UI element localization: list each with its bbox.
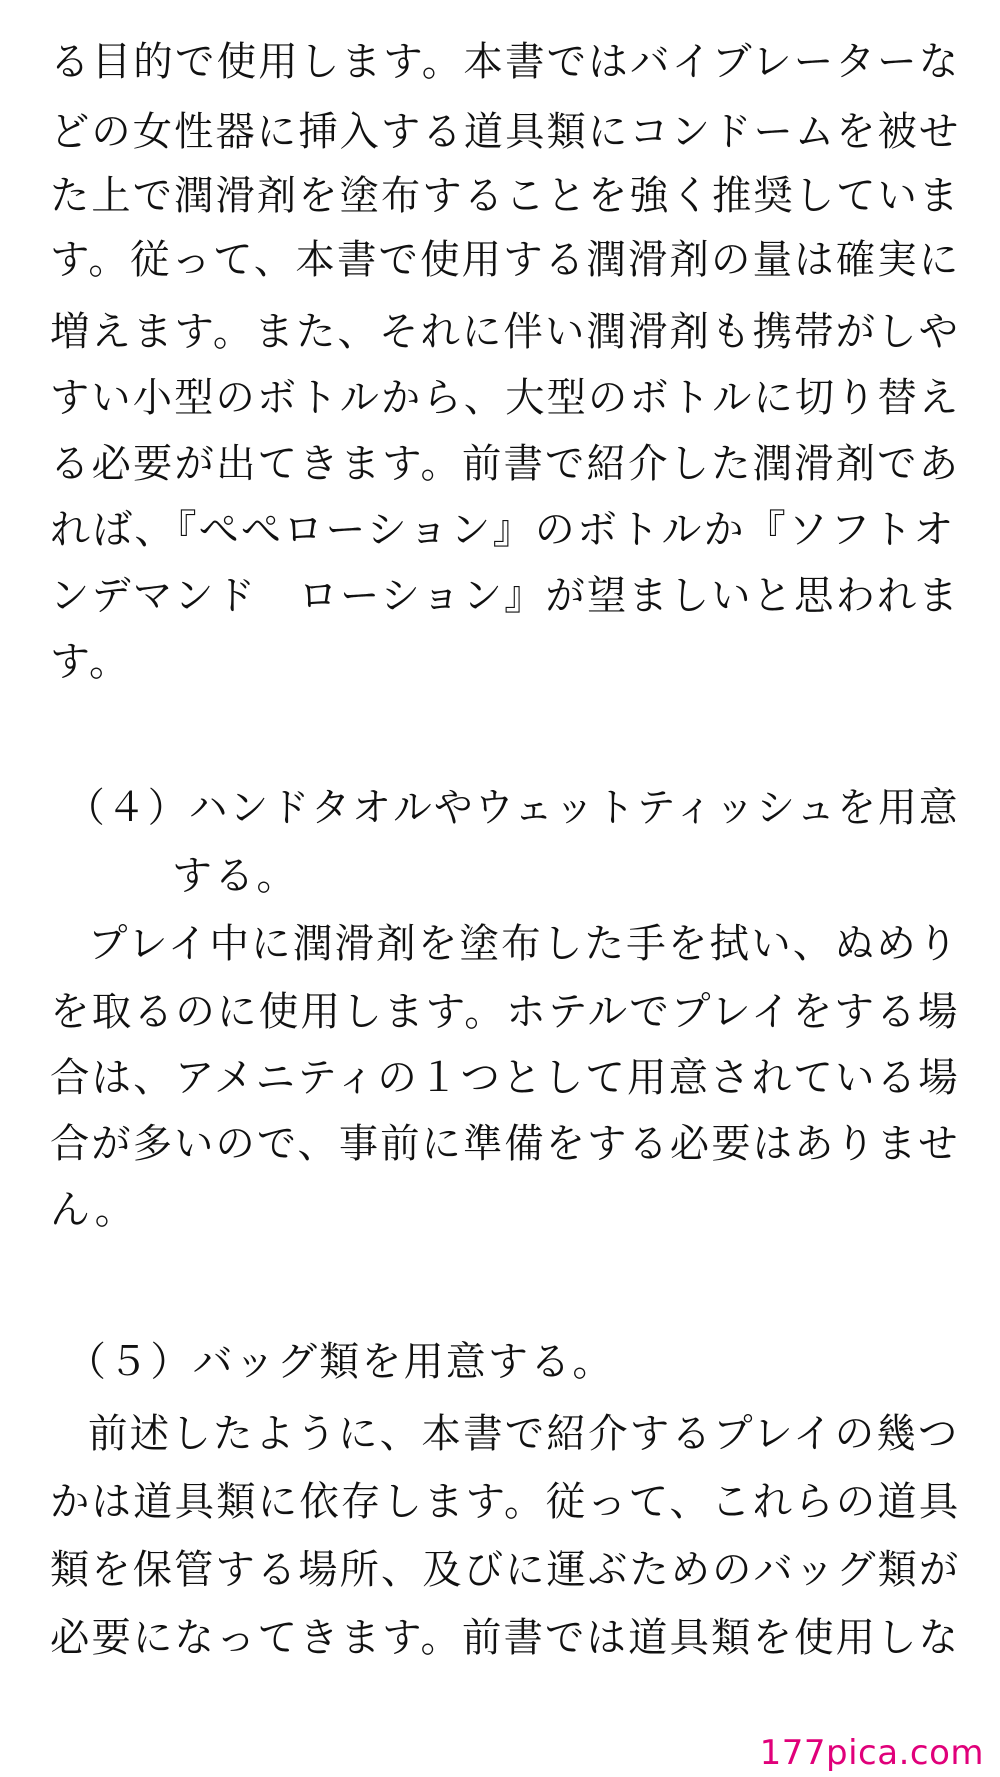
- paragraph-1-line-3: た上で潤滑剤を塗布することを強く推奨していま: [50, 173, 961, 219]
- section-5-line-3: 類を保管する場所、及びに運ぶためのバッグ類が: [50, 1547, 961, 1593]
- paragraph-1-line-10: す。: [50, 639, 132, 685]
- paragraph-1-line-2: どの女性器に挿入する道具類にコンドームを被せ: [50, 109, 961, 155]
- section-4-heading: （４）ハンドタオルやウェットティッシュを用意: [66, 785, 960, 831]
- paragraph-1-line-5: 増えます。また、それに伴い潤滑剤も携帯がしや: [50, 309, 961, 355]
- section-4-line-1: プレイ中に潤滑剤を塗布した手を拭い、ぬめり: [88, 921, 960, 967]
- section-5-heading: （５）バッグ類を用意する。: [66, 1339, 615, 1385]
- section-5-line-1: 前述したように、本書で紹介するプレイの幾つ: [88, 1411, 960, 1457]
- paragraph-1-line-9: ンデマンド ローション』が望ましいと思われま: [50, 573, 960, 619]
- section-4-line-2: を取るのに使用します。ホテルでプレイをする場: [50, 989, 960, 1035]
- paragraph-1-line-6: すい小型のボトルから、大型のボトルに切り替え: [50, 375, 961, 421]
- paragraph-1-line-7: る必要が出てきます。前書で紹介した潤滑剤であ: [50, 441, 961, 487]
- watermark: 177pica.com: [759, 1733, 984, 1773]
- section-5-line-2: かは道具類に依存します。従って、これらの道具: [50, 1479, 961, 1525]
- section-4-line-4: 合が多いので、事前に準備をする必要はありませ: [50, 1121, 960, 1167]
- section-5-line-4: 必要になってきます。前書では道具類を使用しな: [50, 1615, 961, 1661]
- paragraph-1-line-8: れば、『ぺぺローション』のボトルか『ソフトオ: [50, 507, 956, 553]
- paragraph-1-line-1: る目的で使用します。本書ではバイブレーターな: [50, 39, 961, 85]
- section-4-line-3: 合は、アメニティの１つとして用意されている場: [50, 1055, 960, 1101]
- paragraph-1-line-4: す。従って、本書で使用する潤滑剤の量は確実に: [50, 237, 961, 283]
- section-4-heading-cont: する。: [172, 853, 299, 899]
- section-4-line-5: ん。: [50, 1187, 137, 1233]
